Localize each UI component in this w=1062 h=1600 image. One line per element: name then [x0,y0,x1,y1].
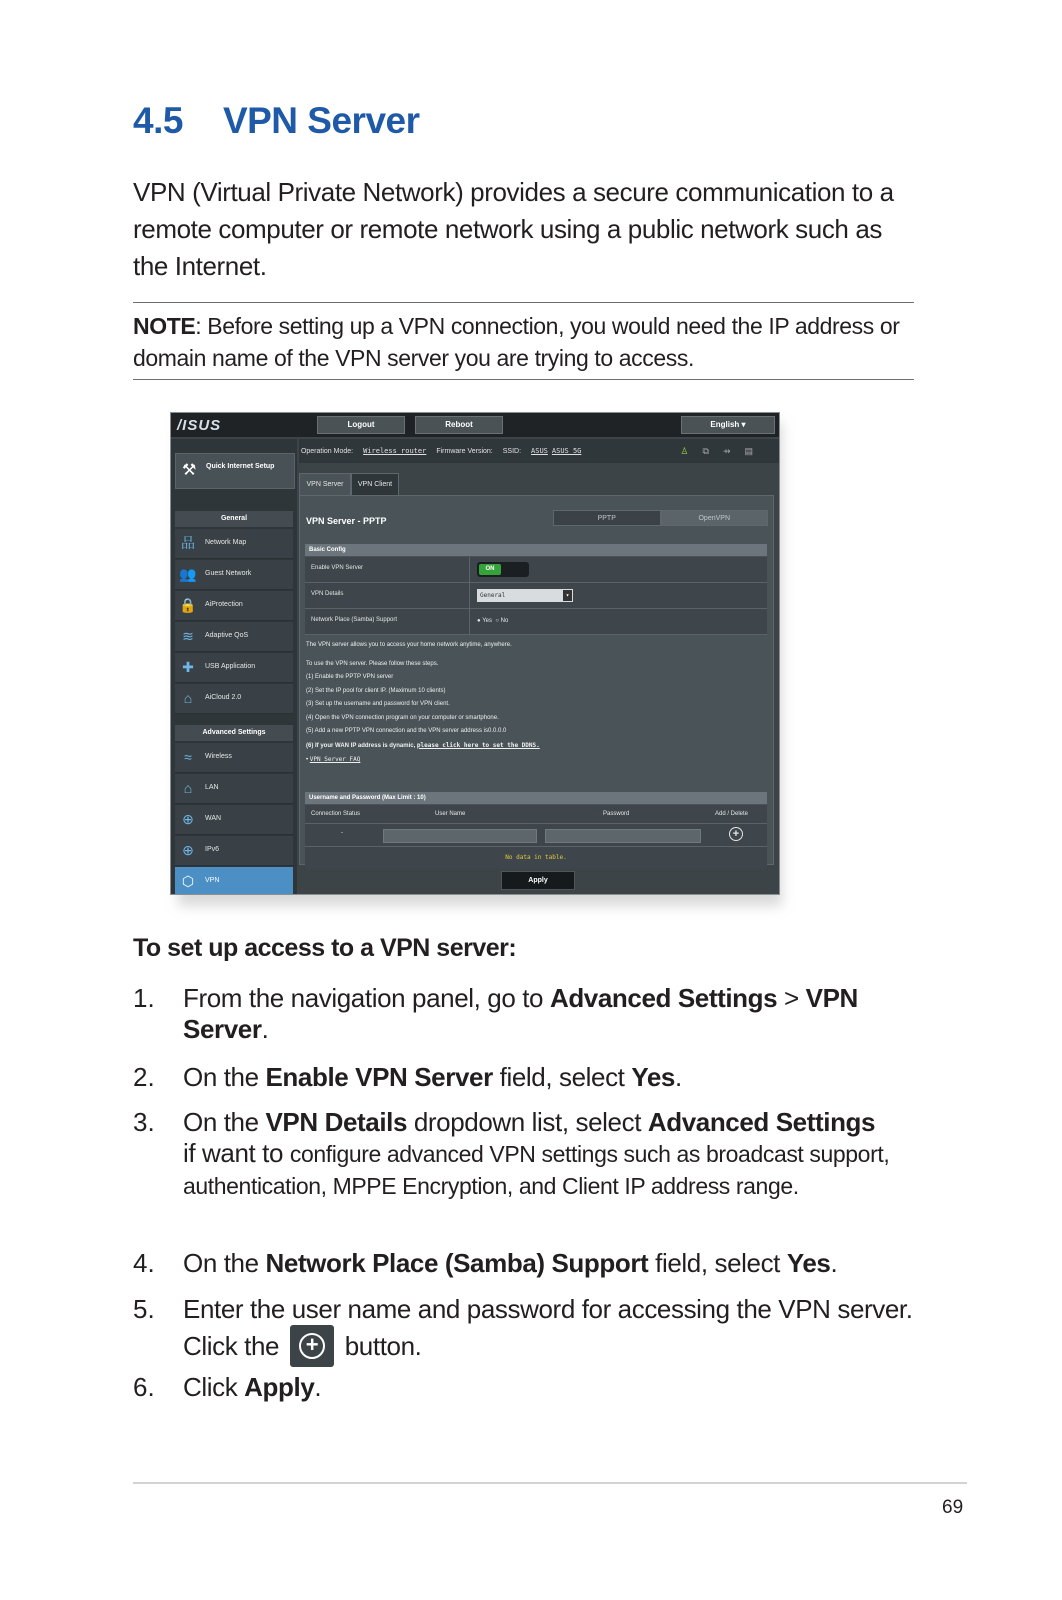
faq-line: • VPN Server FAQ [306,756,361,763]
sidebar-item-label: Wireless [205,753,232,760]
radio-yes[interactable]: ● [477,618,481,624]
chevron-down-icon: ▾ [563,590,572,601]
user-table-header: Username and Password (Max Limit : 10) [305,792,767,804]
step-text-part: Click [183,1372,245,1402]
protocol-openvpn[interactable]: OpenVPN [661,510,769,526]
protocol-pptp[interactable]: PPTP [553,510,661,526]
sidebar-item-label: Adaptive QoS [205,632,249,639]
footer-rule [133,1482,967,1484]
quick-internet-setup[interactable] [175,453,295,489]
sidebar-item-usb-application[interactable] [175,653,293,683]
sidebar-item-label: WAN [205,815,222,822]
copy-icon[interactable]: ⧉ [702,446,713,456]
step-number: 2. [133,1062,155,1092]
sidebar-item-label: IPv6 [205,846,220,853]
status-placeholder: - [341,830,343,836]
sidebar-item-lan[interactable] [175,774,293,804]
ssid-label: SSID: [502,448,522,455]
tab-vpn-server[interactable]: VPN Server [299,473,351,496]
usb-icon[interactable]: ⇸ [722,446,735,456]
apply-button[interactable]: Apply [501,871,575,890]
step-number: 6. [133,1372,155,1402]
add-user-icon[interactable]: + [729,827,743,841]
step-text-part: field, select [648,1248,787,1278]
page-number: 69 [942,1497,964,1518]
note-text: : Before setting up a VPN connection, you would need the IP address or domain name of the VPN server you are trying to access. [133,313,900,371]
step-text [183,1294,918,1367]
printer-icon[interactable]: ▤ [744,446,757,456]
procedure-title: To set up access to a VPN server: [133,934,517,962]
sidebar-item-wan[interactable] [175,805,293,835]
step-text-part: . [830,1248,838,1278]
wand-icon: ⚒ [182,462,197,479]
operation-bar [299,439,779,463]
step-emphasis: Advanced Settings [549,983,778,1013]
vpn-details-label: VPN Details [311,591,344,597]
lock-icon: 🔒 [179,597,197,613]
step-emphasis: Apply [244,1372,315,1402]
enable-vpn-label: Enable VPN Server [311,565,364,571]
step-text-part: dropdown list, select [407,1107,648,1137]
logout-button[interactable]: Logout [317,416,405,434]
note-box [133,310,923,374]
sidebar-item-network-map[interactable] [175,529,293,559]
step-text-part: . [261,1014,269,1044]
step-text-part: On the [183,1248,266,1278]
ddns-link[interactable]: please click here to set the DDNS. [416,741,540,749]
radio-no-label: No [500,618,509,624]
user-icon[interactable]: ♙ [680,446,693,456]
section-title: VPN Server [222,100,420,141]
sidebar-item-guest-network[interactable] [175,560,293,590]
samba-label: Network Place (Samba) Support [311,617,398,623]
puzzle-icon: ✚ [182,659,194,675]
step-emphasis: Network Place (Samba) Support [265,1248,649,1278]
add-button-illustration [290,1325,334,1367]
step-emphasis: Yes [631,1062,675,1092]
col-user-name: User Name [435,811,466,817]
radio-yes-label: Yes [482,618,492,624]
toggle-on-label: ON [479,564,501,575]
vpn-details-select[interactable] [477,589,573,602]
note-rule-bottom [133,379,914,380]
step-text-part: > [777,983,806,1013]
qos-icon: ≋ [182,628,194,644]
samba-row [305,609,767,635]
step-number: 4. [133,1248,155,1278]
operation-mode-link[interactable]: Wireless router [363,447,427,455]
router-ui-screenshot [170,412,780,895]
vpn-icon: ⬡ [181,873,195,889]
step-text-part: field, select [492,1062,632,1092]
globe-icon: ⊕ [182,842,194,858]
sidebar-item-label: AiProtection [205,601,243,608]
sidebar-item-label: LAN [205,784,219,791]
step-emphasis: VPN Server [183,983,858,1044]
step-text-part: button. [337,1331,422,1361]
step-text-part: if want to [183,1138,290,1168]
advanced-settings-header: Advanced Settings [175,725,293,741]
vpn-details-value: General [480,592,506,599]
vpn-server-panel [299,495,774,865]
info-line: The VPN server allows you to access your home network anytime, anywhere. [306,642,512,648]
language-value: English [710,420,740,429]
step-text-part: . [314,1372,322,1402]
sidebar-item-aiprotection[interactable] [175,591,293,621]
username-input[interactable] [383,829,537,843]
step-text-part: On the [183,1107,266,1137]
step-emphasis: Enable VPN Server [265,1062,493,1092]
wifi-icon: ≈ [184,749,192,765]
col-connection-status: Connection Status [311,811,361,817]
step-text [183,1248,918,1279]
asus-logo: /ISUS [177,417,222,434]
intro-paragraph: VPN (Virtual Private Network) provides a secure communication to a remote computer or remote network using a public network such as the Internet. [133,177,894,281]
section-heading [133,100,420,142]
sidebar-item-wireless[interactable] [175,743,293,773]
vpn-faq-link[interactable]: VPN Server FAQ [309,756,361,763]
vpn-details-row [305,583,767,609]
language-select[interactable] [681,416,775,434]
note-rule-top [133,302,914,303]
step-text-part: Enter the user name and password for accessing the VPN server. Click the [183,1294,913,1361]
quick-setup-label: Quick Internet Setup [206,463,275,470]
status-icons [680,439,767,463]
info-line: (2) Set the IP pool for client IP. (Maximum 10 clients) [306,687,446,694]
tab-vpn-client[interactable]: VPN Client [351,473,399,496]
col-password: Password [603,811,630,817]
step-text [183,1372,918,1403]
sidebar-item-vpn[interactable] [175,867,293,895]
enable-vpn-row [305,557,767,583]
ssid-link-2[interactable]: ASUS_5G [551,447,582,455]
step-text [183,1107,918,1202]
sidebar-item-label: USB Application [205,663,256,670]
step-text-part: From the navigation panel, go to [183,983,550,1013]
sidebar-item-label: VPN [205,877,220,884]
info-line: (3) Set up the username and password for VPN client. [306,701,450,707]
enable-vpn-toggle[interactable] [477,562,529,577]
home-icon: ⌂ [183,780,193,796]
protocol-switch [553,510,768,526]
sidebar-item-label: Network Map [205,539,247,546]
sidebar-item-ipv6[interactable] [175,836,293,866]
sidebar-item-label: Guest Network [205,570,252,577]
step-text-part: . [674,1062,682,1092]
cloud-house-icon: ⌂ [183,690,193,706]
note-label: NOTE [133,313,196,339]
ui-sidebar [171,439,297,894]
basic-config-header: Basic Config [305,544,767,556]
step-text [183,1062,918,1093]
samba-radio-group [477,618,508,624]
network-map-icon: 品 [181,535,195,551]
row-divider [469,609,470,634]
user-table-columns [305,805,767,824]
general-header: General [175,511,293,527]
info-line: (4) Open the VPN connection program on your computer or smartphone. [306,714,499,721]
user-input-row [305,824,767,847]
step-number: 3. [133,1107,155,1137]
sidebar-item-label: AiCloud 2.0 [205,694,242,701]
step-text [183,983,918,1045]
wan-line-text: (6) If your WAN IP address is dynamic, [306,742,417,749]
col-add-delete: Add / Delete [715,811,749,817]
operation-mode-label: Operation Mode: [300,448,354,455]
row-divider [469,557,470,582]
wan-line [306,739,766,754]
globe-icon: ⊕ [182,811,194,827]
radio-no[interactable]: ○ [495,618,499,624]
step-number: 1. [133,983,155,1013]
sidebar-item-adaptive-qos[interactable] [175,622,293,652]
step-emphasis: VPN Details [265,1107,408,1137]
ssid-link-1[interactable]: ASUS [531,447,548,455]
step-emphasis: Yes [786,1248,831,1278]
info-text [306,639,766,768]
guest-network-icon: 👥 [179,566,197,582]
step-emphasis: Advanced Settings [647,1107,876,1137]
empty-table-message: No data in table. [305,847,767,869]
step-text-part: On the [183,1062,266,1092]
info-line: (5) Add a new PPTP VPN connection and the VPN server address is0.0.0.0 [306,728,507,734]
info-line: To use the VPN server. Please follow these steps. [306,660,439,667]
password-input[interactable] [545,829,701,843]
ui-topbar [171,413,779,437]
chevron-down-icon: ▾ [741,420,746,429]
panel-title: VPN Server - PPTP [306,516,387,526]
firmware-label: Firmware Version: [436,448,493,455]
section-number: 4.5 [133,100,183,141]
step-text-small: configure advanced VPN settings such as broadcast support, authentication, MPPE Encryption, and Client IP address range. [183,1141,890,1199]
sidebar-item-aicloud[interactable] [175,684,293,714]
step-number: 5. [133,1294,155,1324]
row-divider [469,583,470,608]
reboot-button[interactable]: Reboot [415,416,503,434]
plus-circle-icon: + [299,1333,325,1359]
info-line: (1) Enable the PPTP VPN server [306,674,394,680]
